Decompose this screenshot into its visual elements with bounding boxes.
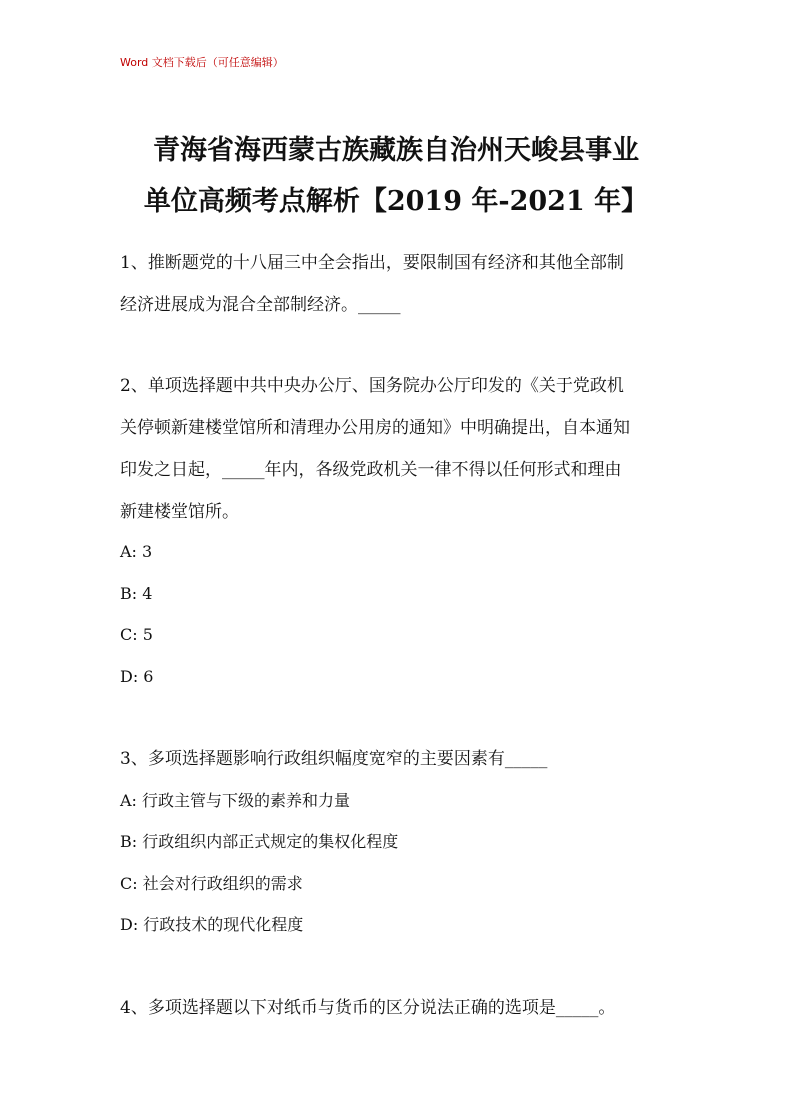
question-1-line: 1、推断题党的十八届三中全会指出，要限制国有经济和其他全部制 (120, 253, 624, 273)
question-2-option-d: D: 6 (120, 667, 154, 686)
question-2 (120, 365, 680, 533)
question-2-line: 2、单项选择题中共中央办公厅、国务院办公厅印发的《关于党政机 (120, 376, 624, 396)
question-4-line: 4、多项选择题以下对纸币与货币的区分说法正确的选项是_____。 (120, 998, 616, 1018)
question-3-option-d: D: 行政技术的现代化程度 (120, 915, 304, 934)
question-3 (120, 738, 680, 780)
page-title (100, 125, 692, 227)
question-2-option-a: A: 3 (120, 542, 153, 561)
title-line-1: 青海省海西蒙古族藏族自治州天峻县事业 (153, 135, 639, 166)
question-2-line: 新建楼堂馆所。 (120, 502, 239, 522)
question-3-option-a: A: 行政主管与下级的素养和力量 (120, 791, 351, 810)
header-note: Word 文档下载后（可任意编辑） (120, 56, 284, 69)
question-2-line: 关停顿新建楼堂馆所和清理办公用房的通知》中明确提出，自本通知 (120, 418, 630, 438)
question-1 (120, 242, 680, 326)
question-1-line: 经济进展成为混合全部制经济。_____ (120, 295, 401, 315)
question-3-line: 3、多项选择题影响行政组织幅度宽窄的主要因素有_____ (120, 749, 548, 769)
question-2-option-c: C: 5 (120, 625, 153, 644)
title-line-2: 单位高频考点解析【2019 年-2021 年】 (143, 186, 649, 217)
question-3-option-b: B: 行政组织内部正式规定的集权化程度 (120, 832, 399, 851)
question-2-option-b: B: 4 (120, 584, 153, 603)
question-4 (120, 987, 680, 1029)
question-2-line: 印发之日起，_____年内，各级党政机关一律不得以任何形式和理由 (120, 460, 622, 480)
question-3-option-c: C: 社会对行政组织的需求 (120, 874, 303, 893)
